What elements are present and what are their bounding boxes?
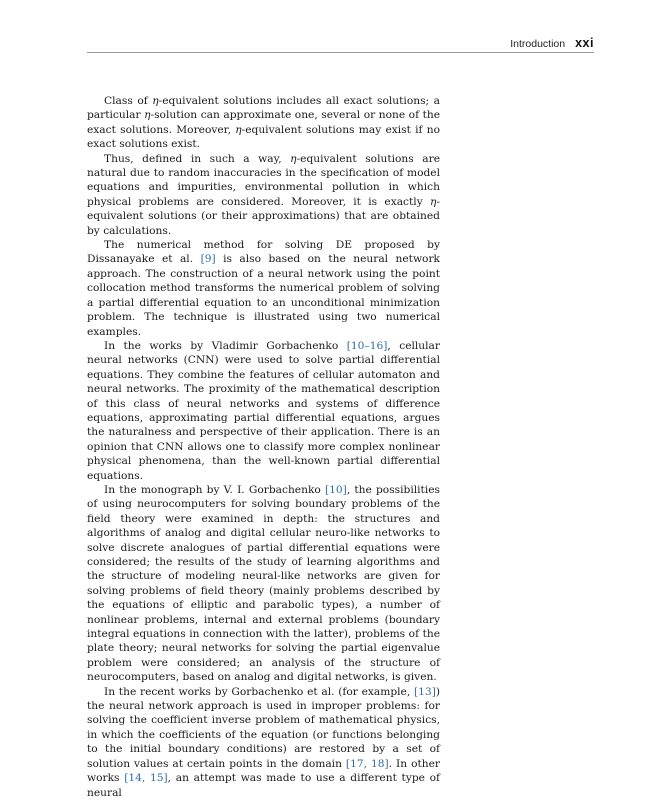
text-run: -equivalent solutions (or their approximations) that are obtained by calculations. [87, 194, 440, 237]
text-run: Thus, defined in such a way, [104, 151, 291, 165]
citation-link[interactable]: [10–16] [346, 338, 388, 352]
text-run: , an attempt was made to use a different type of neural [87, 771, 440, 799]
running-head-section-title: Introduction [510, 38, 566, 50]
text-run: -equivalent solutions are natural due to random inaccuracies in the specification of model equations and impurities, environmental pollution in which physical problems are considered. Moreover, it is exactly [87, 151, 440, 208]
text-run: The numerical method for solving DE proposed by Dissanayake et al. [87, 238, 440, 266]
math-symbol-eta: η [235, 122, 242, 136]
paragraph [87, 685, 440, 800]
paragraph [87, 238, 440, 339]
text-run: Class of [104, 94, 153, 107]
math-symbol-eta: η [430, 194, 437, 208]
text-run: -solution can approximate one, several or none of the exact solutions. Moreover, [87, 108, 440, 136]
math-symbol-eta: η [152, 94, 159, 107]
page-number: xxi [575, 36, 594, 50]
paragraph [87, 94, 440, 152]
paragraph [87, 483, 440, 685]
text-run: In the recent works by Gorbachenko et al. (for example, [104, 684, 414, 698]
math-symbol-eta: η [144, 108, 151, 122]
citation-link[interactable]: [17, 18] [345, 756, 389, 770]
citation-link[interactable]: [14, 15] [124, 771, 168, 785]
body-text [87, 94, 440, 800]
text-run: , the possibilities of using neurocomputers for solving boundary problems of the field theory were examined in depth: the structures and algorithms of analog and digital cellular neuro-like networks to solve discrete analogues of partial differential equations were considered; the results of the study of learning algorithms and the structure of modeling neural-like networks are given for solving problems of field theory (mainly problems described by the equations of elliptic and parabolic types), a number of nonlinear problems, internal and external problems (boundary integral equations in connection with the latter), problems of the plate theory; neural networks for solving the partial eigenvalue problem were considered; an analysis of the structure of neurocomputers, based on analog and digital networks, is given. [87, 482, 440, 684]
paragraph [87, 339, 440, 483]
text-run: In the works by Vladimir Gorbachenko [104, 338, 347, 352]
text-run: . In other works [87, 756, 440, 785]
text-run: ) the neural network approach is used in improper problems: for solving the coefficient inverse problem of mathematical physics, in which the coefficients of the equation (or functions belonging to the initial boundary conditions) are restored by a set of solution values at certain points in the domain [87, 684, 440, 770]
math-symbol-eta: η [290, 151, 297, 165]
citation-link[interactable]: [9] [200, 252, 216, 266]
paragraph [87, 152, 440, 238]
text-run: , cellular neural networks (CNN) were used to solve partial differential equations. They combine the features of cellular automaton and neural networks. The proximity of the mathematical description of this class of neural networks and systems of difference equations, approximating partial differential equations, argues the naturalness and perspective of their application. There is an opinion that CNN allows one to classify more complex nonlinear physical phenomena, than the well-known partial differential equations. [87, 338, 440, 482]
citation-link[interactable]: [13] [414, 684, 436, 698]
running-head [87, 33, 594, 53]
text-run: In the monograph by V. I. Gorbachenko [104, 482, 325, 496]
text-run: -equivalent solutions includes all exact solutions; a particular [87, 94, 441, 122]
citation-link[interactable]: [10] [324, 482, 347, 496]
text-run: is also based on the neural network approach. The construction of a neural network using the point collocation method transforms the numerical problem of solving a partial differential equation to an unconditional minimization problem. The technique is illustrated using two numerical examples. [87, 252, 440, 338]
text-run: -equivalent solutions may exist if no exact solutions exist. [87, 122, 440, 151]
